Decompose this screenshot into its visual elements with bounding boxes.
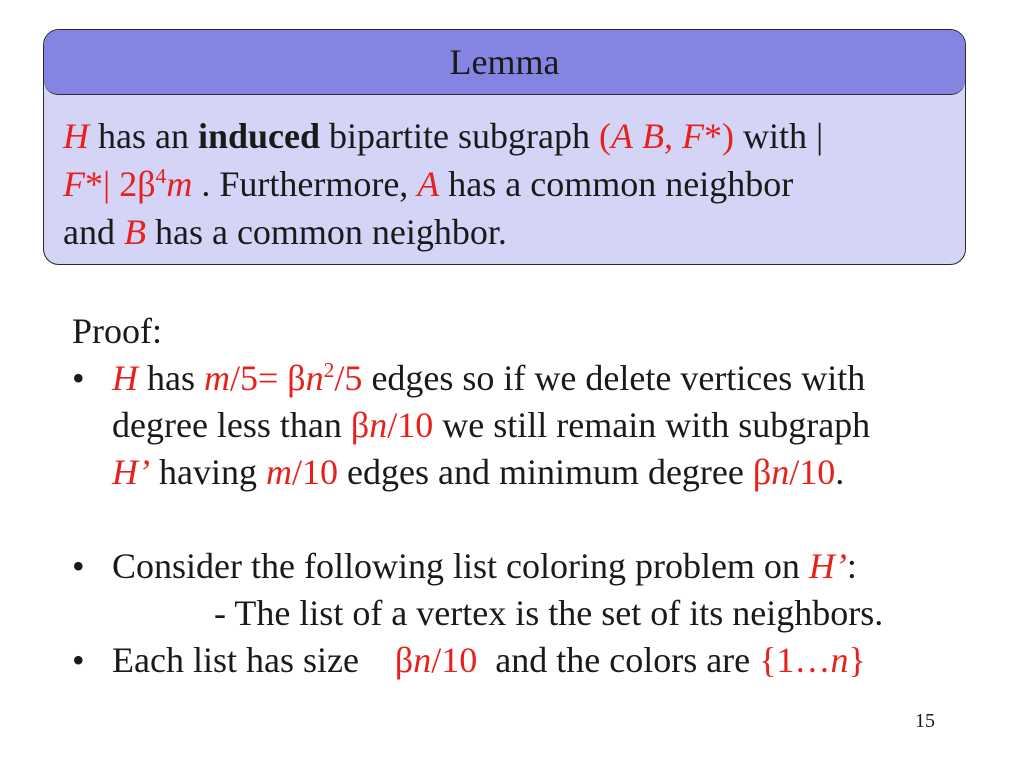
var-n: n	[830, 640, 849, 680]
text: edges so if we delete vertices with	[362, 358, 866, 398]
var-m: m	[265, 452, 292, 492]
expr: /5	[334, 358, 363, 398]
text: bipartite subgraph	[320, 116, 599, 156]
bullet-icon: •	[72, 546, 85, 586]
proof-title: Proof:	[72, 311, 162, 351]
text: Consider the following list coloring problem on	[112, 546, 809, 586]
lemma-box	[43, 29, 966, 265]
bullet-text	[112, 637, 866, 684]
var-b: B	[641, 116, 664, 156]
expr: /5= β	[230, 358, 306, 398]
text: edges and minimum degree	[338, 452, 753, 492]
bullet-1-line-3	[72, 449, 883, 496]
lemma-statement	[63, 112, 943, 256]
text: has	[138, 358, 204, 398]
bullet-1	[72, 355, 883, 402]
text: with |	[733, 116, 824, 156]
var-b: B	[123, 212, 146, 252]
bullet-icon: •	[72, 358, 85, 398]
var-m: m	[166, 164, 193, 204]
var-m: m	[204, 358, 230, 398]
text: - The list of a vertex is the set of its neighbors.	[214, 593, 884, 633]
star-bar: *|	[85, 164, 111, 204]
var-h: H	[63, 116, 89, 156]
text: has an	[89, 116, 198, 156]
var-f: F	[63, 164, 85, 204]
exponent: 4	[155, 164, 167, 188]
spacer	[72, 496, 883, 543]
var-h-prime: H’	[808, 546, 847, 586]
text: . Furthermore,	[192, 164, 418, 204]
set: {1…	[759, 640, 831, 680]
beta: β	[394, 640, 414, 680]
text: we still remain with subgraph	[433, 405, 871, 445]
bullet-2	[72, 543, 883, 590]
expr: /10	[291, 452, 338, 492]
var-a: A	[417, 164, 440, 204]
coef: 2β	[110, 164, 156, 204]
space	[633, 116, 642, 156]
var-n: n	[305, 358, 324, 398]
expr: /10	[387, 405, 434, 445]
emphasis-induced: induced	[197, 116, 321, 156]
text: and	[63, 212, 124, 252]
page-number: 15	[915, 710, 935, 732]
var-f: F	[681, 116, 704, 156]
bullet-icon: •	[72, 640, 85, 680]
var-a: A	[610, 116, 633, 156]
expr: /10	[789, 452, 836, 492]
text: Each list has size	[112, 640, 395, 680]
comma: ,	[663, 116, 682, 156]
var-n: n	[413, 640, 432, 680]
var-h-prime: H’	[112, 452, 150, 492]
beta: β	[350, 405, 370, 445]
text: degree less than	[112, 405, 351, 445]
star-paren: *)	[703, 116, 734, 156]
lemma-title: Lemma	[44, 30, 965, 95]
bullet-2-line-2	[72, 590, 883, 637]
paren: (	[598, 116, 611, 156]
var-h: H	[112, 358, 138, 398]
proof-section	[72, 308, 883, 684]
bullet-text	[112, 543, 857, 590]
bullet-1-line-2	[72, 402, 883, 449]
lemma-line-2	[63, 160, 943, 208]
text: has a common neighbor	[439, 164, 794, 204]
text: and the colors are	[477, 640, 760, 680]
exponent: 2	[323, 358, 335, 382]
lemma-line-3	[63, 208, 943, 256]
bullet-text	[112, 355, 865, 402]
set-close: }	[848, 640, 866, 680]
text: has a common neighbor.	[145, 212, 507, 252]
text: having	[150, 452, 266, 492]
expr: /10	[431, 640, 478, 680]
text: .	[835, 452, 845, 492]
var-n: n	[771, 452, 790, 492]
var-n: n	[369, 405, 388, 445]
text: :	[846, 546, 857, 586]
lemma-line-1	[63, 112, 943, 160]
beta: β	[752, 452, 772, 492]
bullet-3	[72, 637, 883, 684]
